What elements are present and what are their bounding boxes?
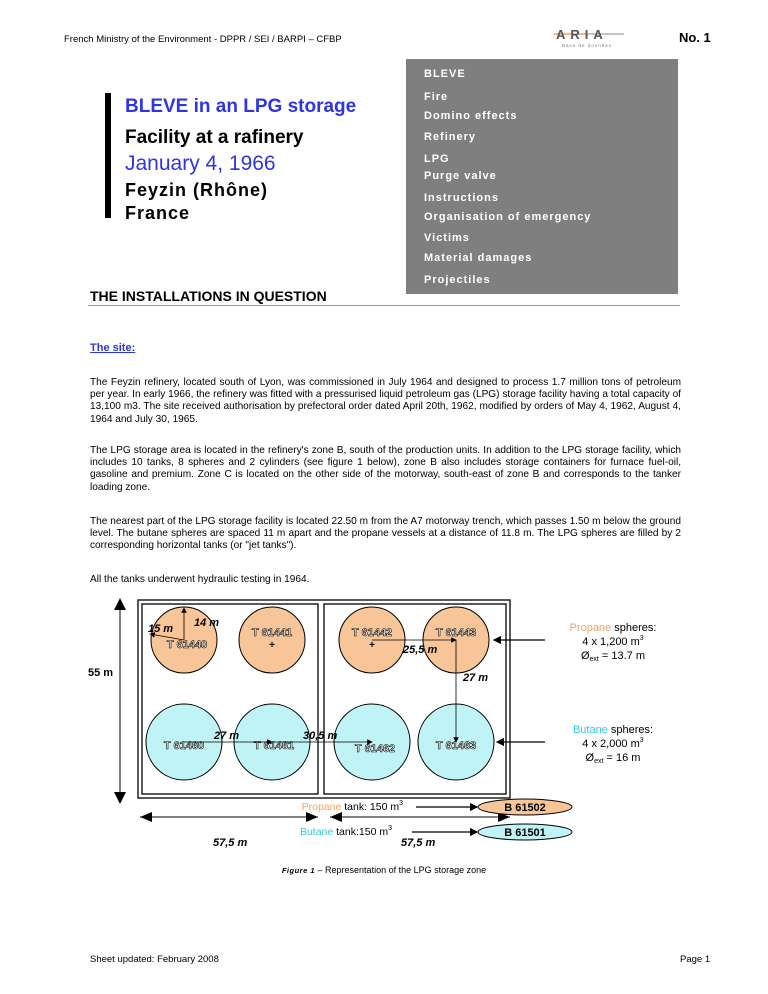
dim-label: 25,5 m bbox=[403, 644, 438, 656]
dim-label: 57,5 m bbox=[401, 837, 436, 849]
dim-label: 55 m bbox=[88, 667, 114, 679]
keyword: BLEVE bbox=[424, 68, 466, 80]
tank-label: T 61461 bbox=[253, 740, 295, 752]
caption-label: Figure 1 bbox=[281, 866, 316, 875]
dim-label: 15 m bbox=[148, 623, 174, 635]
svg-text:4 x 2,000 m3: 4 x 2,000 $m^3$ bbox=[582, 737, 644, 750]
logo-subtext: Base de données bbox=[562, 43, 613, 48]
tank-label: T 61462 bbox=[354, 743, 396, 755]
event-country: France bbox=[125, 203, 191, 223]
keyword: Organisation of emergency bbox=[424, 211, 592, 223]
tank-label: T 61460 bbox=[163, 740, 205, 752]
paragraph: The nearest part of the LPG storage facility is located 22.50 m from the A7 motorway trench, which passes 1.50 m below the ground level. The butane spheres are spaced 11 m apart and the propane vessels at a distance of 11.8 m. The LPG spheres are filled by 2 corresponding horizontal tanks (or "jet tanks"). bbox=[90, 516, 681, 552]
svg-text:+: + bbox=[269, 640, 275, 651]
document-number: No. 1 bbox=[679, 30, 711, 45]
section-divider bbox=[88, 305, 680, 306]
tank-label: T 61441 bbox=[251, 627, 293, 639]
dim-label: 30,5 m bbox=[303, 730, 338, 742]
keyword: LPG bbox=[424, 153, 450, 165]
keyword-box bbox=[406, 59, 678, 294]
keyword: Refinery bbox=[424, 131, 477, 143]
aria-logo bbox=[548, 23, 628, 51]
keyword: Victims bbox=[424, 232, 470, 244]
cylinder-label: B 61501 bbox=[504, 827, 546, 839]
svg-text:Propane tank: 150 m3: Propane tank: 150 $m^3$ bbox=[301, 800, 403, 813]
dim-label: 14 m bbox=[194, 617, 220, 629]
butane-label: Butane bbox=[572, 724, 608, 736]
svg-text:4 x 1,200 m3: 4 x 1,200 $m^3$ bbox=[582, 635, 644, 648]
tank-label: T 61443 bbox=[435, 627, 477, 639]
title-line2: Facility at a rafinery bbox=[125, 127, 304, 148]
svg-text:Butane spheres:: Butane spheres: bbox=[572, 724, 654, 736]
svg-text:Øext = 13.7 m: Øext = 13.7 m bbox=[580, 650, 646, 663]
keyword: Fire bbox=[424, 91, 449, 103]
svg-text:Propane spheres:: Propane spheres: bbox=[569, 622, 657, 634]
footer-updated: Sheet updated: February 2008 bbox=[90, 954, 219, 965]
propane-label: Propane bbox=[569, 622, 612, 634]
svg-text:Øext = 16 m: Øext = 16 m bbox=[585, 752, 641, 765]
site-subtitle: The site: bbox=[90, 342, 136, 354]
tank-label: T 61442 bbox=[351, 627, 393, 639]
paragraph: The LPG storage area is located in the refinery's zone B, south of the production units. In addition to the LPG storage facility, which includes 10 tanks, 8 spheres and 2 cylinders (see figure 1 below), zone B also includes storage containers for furnace fuel-oil, gasoline and premium. Zone C is located on the other side of the motorway, south-east of zone B and corresponds to the tanker loading zone. bbox=[90, 445, 681, 493]
cylinder-label: B 61502 bbox=[504, 802, 546, 814]
paragraph: The Feyzin refinery, located south of Lyon, was commissioned in July 1964 and designed to process 1.7 million tons of petroleum per year. In early 1966, the refinery was fitted with a pressurised liquid petroleum gas (LPG) storage facility having a total capacity of 13,100 m3. The site received authorisation by prefectoral order dated April 20th, 1962, modified by orders of May 4, 1962, August 4, 1964 and July 30, 1965. bbox=[90, 377, 681, 425]
keyword: Domino effects bbox=[424, 110, 518, 122]
dim-label: 27 m bbox=[214, 730, 240, 742]
tank-label: T 61463 bbox=[435, 740, 477, 752]
dim-label: 27 m bbox=[463, 672, 489, 684]
lpg-storage-figure bbox=[0, 590, 768, 860]
caption-text: – Representation of the LPG storage zone bbox=[315, 865, 487, 875]
header-org: French Ministry of the Environment - DPPR / SEI / BARPI – CFBP bbox=[64, 34, 342, 45]
dim-label: 57,5 m bbox=[213, 837, 248, 849]
keyword: Instructions bbox=[424, 192, 499, 204]
section-title: THE INSTALLATIONS IN QUESTION bbox=[90, 288, 327, 304]
logo-text: ARIA bbox=[556, 27, 608, 42]
svg-text:Butane tank:150 m3: Butane tank:150 $m^3$ bbox=[299, 825, 392, 838]
tank-label: T 61440 bbox=[166, 639, 208, 651]
svg-text:+: + bbox=[369, 640, 375, 651]
event-place: Feyzin (Rhône) bbox=[125, 180, 268, 200]
figure-caption bbox=[0, 865, 768, 875]
title-line1: BLEVE in an LPG storage bbox=[125, 96, 357, 117]
keyword: Purge valve bbox=[424, 170, 497, 182]
keyword: Material damages bbox=[424, 252, 533, 264]
title-bar bbox=[105, 93, 111, 218]
keyword: Projectiles bbox=[424, 274, 491, 286]
event-date: January 4, 1966 bbox=[125, 152, 276, 175]
paragraph: All the tanks underwent hydraulic testing in 1964. bbox=[90, 574, 310, 585]
footer-page: Page 1 bbox=[680, 954, 711, 965]
